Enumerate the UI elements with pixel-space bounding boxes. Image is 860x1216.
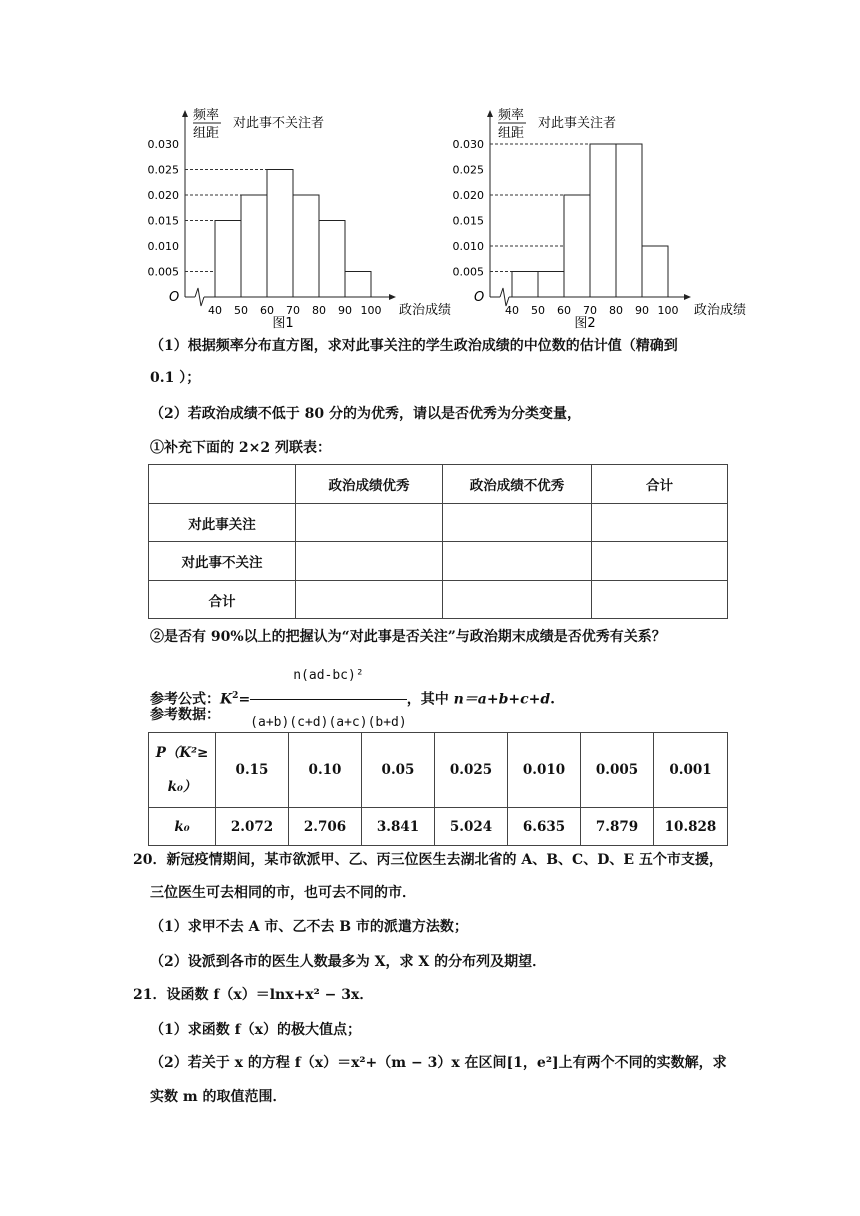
x-tick-label: 40 <box>505 304 519 317</box>
row-label: 对此事关注 <box>149 504 296 542</box>
histogram-bar <box>590 144 616 297</box>
question-2: （2）若政治成绩不低于 80 分的为优秀，请以是否优秀为分类变量， <box>150 406 581 422</box>
table-row <box>149 581 728 619</box>
table-row <box>149 808 728 846</box>
figure-caption: 图2 <box>574 316 596 331</box>
x-axis-label: 政治成绩 <box>399 303 452 318</box>
p-value: 0.05 <box>362 733 435 808</box>
x-tick-label: 100 <box>657 304 679 317</box>
k0-label: k₀ <box>149 808 216 846</box>
histogram-bar <box>538 272 564 298</box>
y-axis-arrow <box>182 110 188 117</box>
question-21: 21．设函数 f（x）＝lnx+x² − 3x． <box>133 987 374 1003</box>
y-tick-label: 0.030 <box>452 138 484 151</box>
y-tick-label: 0.010 <box>147 240 179 253</box>
question-1-line2: 0.1 ）； <box>150 370 201 386</box>
question-1-line1: （1）根据频率分布直方图，求对此事关注的学生政治成绩的中位数的估计值（精确到 <box>150 338 678 354</box>
p-value: 0.001 <box>654 733 728 808</box>
y-label-top: 频率 <box>193 108 220 123</box>
question-21-part3: 实数 m 的取值范围． <box>150 1089 287 1105</box>
formula-prefix: 参考公式： <box>150 691 220 708</box>
chart-title: 对此事关注者 <box>538 116 617 131</box>
p-value: 0.10 <box>289 733 362 808</box>
p-value: 0.15 <box>216 733 289 808</box>
table-cell <box>592 581 728 619</box>
k0-value: 2.072 <box>216 808 289 846</box>
histogram-bar <box>642 246 668 297</box>
x-axis-arrow <box>684 294 691 300</box>
y-tick-label: 0.005 <box>147 265 179 279</box>
question-20-line1: 20．新冠疫情期间，某市欲派甲、乙、丙三位医生去湖北省的 A、B、C、D、E 五个市支援， <box>133 852 723 868</box>
table-cell <box>592 504 728 542</box>
origin-label: O <box>474 290 485 305</box>
formula-denominator: (a+b)(c+d)(a+c)(b+d) <box>250 715 407 730</box>
table-row <box>149 542 728 581</box>
formula-end: . <box>550 691 556 708</box>
table-cell <box>592 542 728 581</box>
question-20-part1: （1）求甲不去 A 市、乙不去 B 市的派遣方法数； <box>150 919 468 935</box>
histogram-bar <box>267 170 293 298</box>
k0-value: 6.635 <box>508 808 581 846</box>
table-cell <box>149 465 296 504</box>
y-tick-label: 0.010 <box>452 240 484 253</box>
histogram-concerned <box>445 105 775 335</box>
table-cell <box>443 542 592 581</box>
y-tick-label: 0.005 <box>452 265 484 279</box>
histogram-bar <box>616 144 642 297</box>
y-label-top: 频率 <box>498 108 525 123</box>
table-row <box>149 733 728 808</box>
question-2-part1: ①补充下面的 2×2 列联表： <box>150 440 331 456</box>
k0-value: 2.706 <box>289 808 362 846</box>
question-20-line2: 三位医生可去相同的市，也可去不同的市． <box>150 885 416 901</box>
table-header: 合计 <box>592 465 728 504</box>
x-tick-label: 100 <box>360 304 382 317</box>
histogram-bar <box>215 221 241 298</box>
formula-k-sup: 2 <box>232 690 239 701</box>
x-tick-label: 40 <box>208 304 222 317</box>
y-tick-label: 0.020 <box>147 189 179 202</box>
formula-eq: = <box>238 691 251 708</box>
histogram-not-concerned <box>140 105 480 335</box>
k0-value: 7.879 <box>581 808 654 846</box>
x-axis-arrow <box>389 294 396 300</box>
row-label: 合计 <box>149 581 296 619</box>
origin-label: O <box>169 290 180 305</box>
k0-value: 3.841 <box>362 808 435 846</box>
x-tick-label: 90 <box>635 304 649 317</box>
table-row <box>149 465 728 504</box>
x-axis-label: 政治成绩 <box>694 303 747 318</box>
table-cell <box>296 581 443 619</box>
y-label-bottom: 组距 <box>498 126 525 141</box>
p-value: 0.025 <box>435 733 508 808</box>
question-21-part2: （2）若关于 x 的方程 f（x）＝x²+（m − 3）x 在区间[1，e²]上有两个不同的实数解，求 <box>150 1055 727 1071</box>
x-tick-label: 60 <box>260 304 274 317</box>
y-tick-label: 0.025 <box>452 163 484 177</box>
p-label-line2: k₀） <box>167 779 197 795</box>
table-cell <box>296 504 443 542</box>
y-tick-label: 0.030 <box>147 138 179 151</box>
x-tick-label: 80 <box>312 304 326 317</box>
table-row <box>149 504 728 542</box>
histogram-bar <box>512 272 538 298</box>
formula-suffix: ，其中 <box>406 691 454 708</box>
figure-caption: 图1 <box>272 316 294 331</box>
k0-value: 5.024 <box>435 808 508 846</box>
formula-n-expr: n＝a+b+c+d <box>453 691 551 708</box>
p-label-line1: P（K²≥ <box>155 745 209 761</box>
row-label: 对此事不关注 <box>149 542 296 581</box>
p-value: 0.010 <box>508 733 581 808</box>
y-tick-label: 0.025 <box>147 163 179 177</box>
formula-k: K <box>220 691 233 708</box>
x-tick-label: 80 <box>609 304 623 317</box>
x-tick-label: 70 <box>583 304 597 317</box>
k0-value: 10.828 <box>654 808 728 846</box>
table-cell <box>443 504 592 542</box>
reference-data-table <box>148 732 728 846</box>
histogram-bar <box>345 272 371 298</box>
x-tick-label: 50 <box>234 304 248 317</box>
chart-title: 对此事不关注者 <box>233 116 325 131</box>
question-21-part1: （1）求函数 f（x）的极大值点； <box>150 1022 361 1038</box>
x-tick-label: 50 <box>531 304 545 317</box>
formula-numerator: n(ad-bc)² <box>250 654 407 700</box>
histogram-bar <box>241 195 267 297</box>
p-value: 0.005 <box>581 733 654 808</box>
y-tick-label: 0.015 <box>452 214 484 228</box>
question-2-part2: ②是否有 90%以上的把握认为“对此事是否关注”与政治期末成绩是否优秀有关系？ <box>150 629 666 645</box>
y-tick-label: 0.015 <box>147 214 179 228</box>
table-cell <box>296 542 443 581</box>
table-cell <box>443 581 592 619</box>
histogram-bar <box>293 195 319 297</box>
contingency-table <box>148 464 728 619</box>
y-axis-arrow <box>487 110 493 117</box>
table-header: 政治成绩优秀 <box>296 465 443 504</box>
question-20-part2: （2）设派到各市的医生人数最多为 X，求 X 的分布列及期望． <box>150 954 547 970</box>
x-tick-label: 60 <box>557 304 571 317</box>
p-label-cell <box>149 733 216 808</box>
y-label-bottom: 组距 <box>193 126 220 141</box>
x-tick-label: 70 <box>286 304 300 317</box>
histogram-bar <box>319 221 345 298</box>
table-header: 政治成绩不优秀 <box>443 465 592 504</box>
y-tick-label: 0.020 <box>452 189 484 202</box>
x-axis-break <box>195 288 204 306</box>
x-tick-label: 90 <box>338 304 352 317</box>
histogram-bar <box>564 195 590 297</box>
reference-data-label: 参考数据： <box>150 707 220 723</box>
